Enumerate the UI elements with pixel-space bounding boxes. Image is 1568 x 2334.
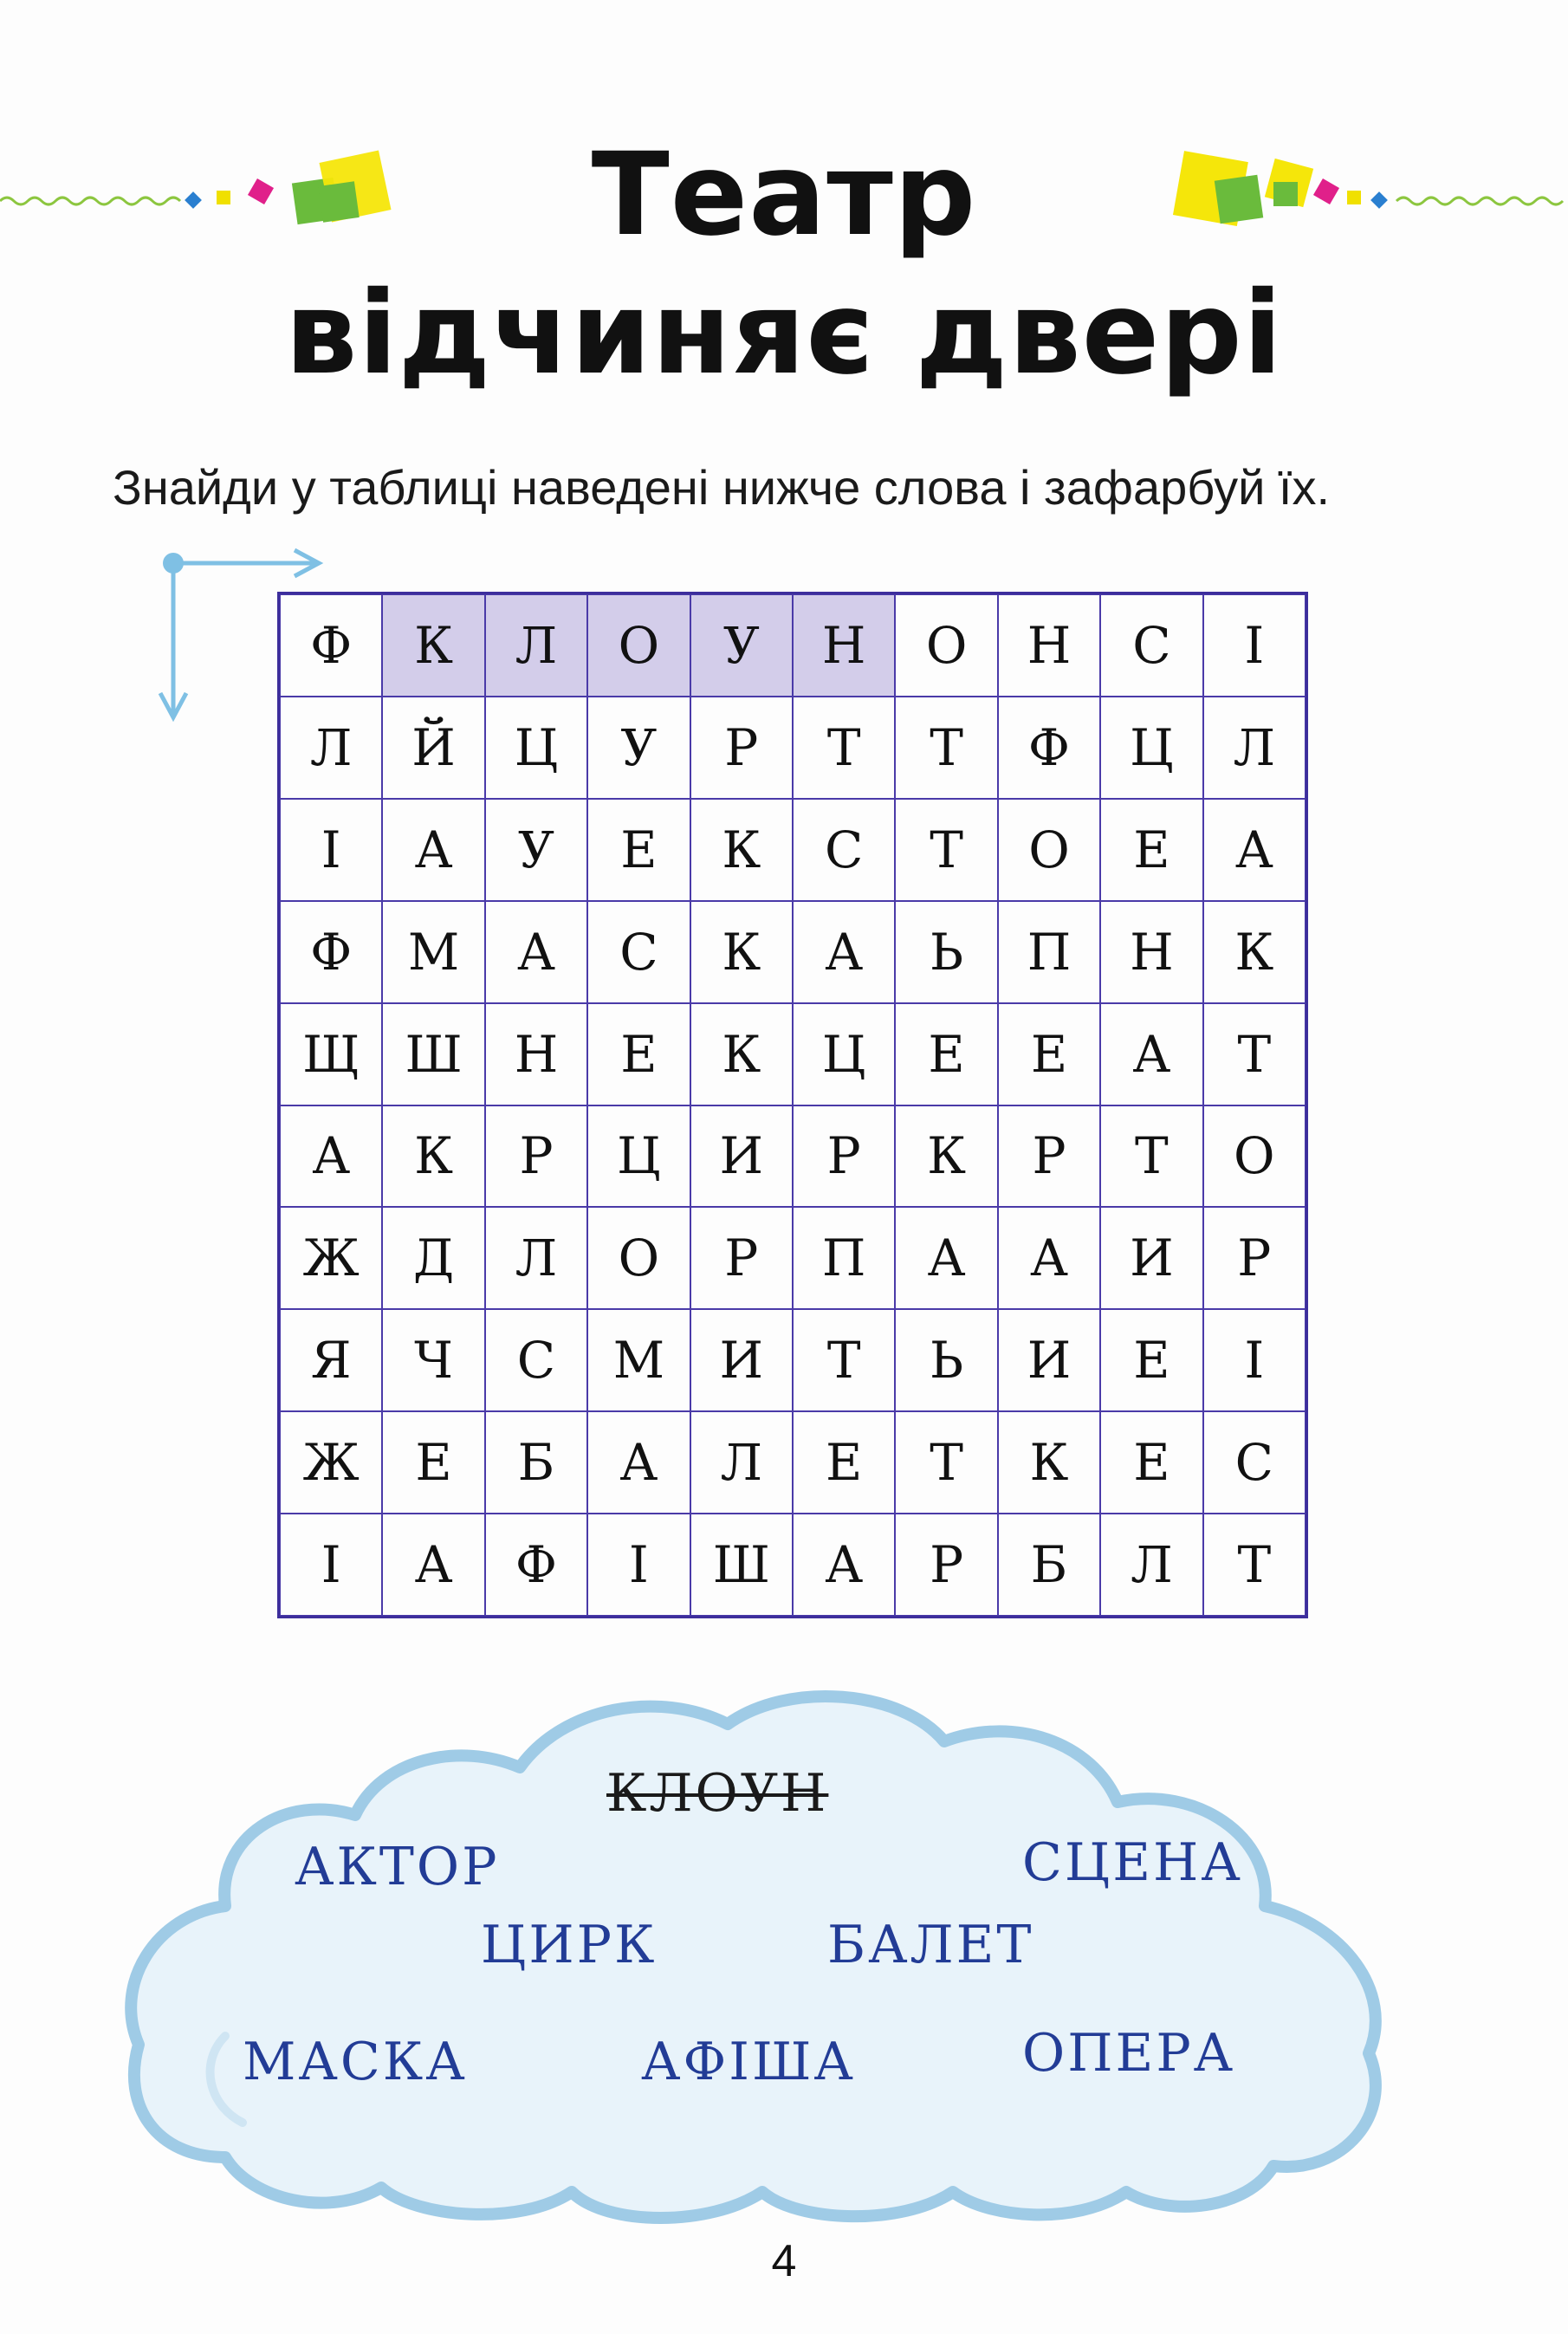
grid-cell[interactable]: Ш — [690, 1514, 793, 1616]
grid-cell[interactable]: Б — [998, 1514, 1100, 1616]
grid-cell[interactable]: Р — [690, 697, 793, 799]
grid-cell[interactable]: Р — [690, 1207, 793, 1309]
grid-cell[interactable]: Е — [895, 1003, 997, 1105]
grid-cell[interactable]: Т — [1203, 1514, 1306, 1616]
grid-cell[interactable]: Р — [1203, 1207, 1306, 1309]
grid-cell[interactable]: Щ — [280, 1003, 382, 1105]
grid-cell[interactable]: Р — [895, 1514, 997, 1616]
word-opera: ОПЕРА — [1022, 2023, 1236, 2084]
grid-cell[interactable]: Е — [587, 1003, 690, 1105]
grid-cell[interactable]: С — [1203, 1411, 1306, 1514]
word-balet: БАЛЕТ — [827, 1915, 1034, 1975]
grid-cell[interactable]: К — [690, 901, 793, 1003]
grid-cell[interactable]: Е — [587, 799, 690, 901]
grid-cell[interactable]: А — [793, 901, 895, 1003]
grid-cell[interactable]: К — [1203, 901, 1306, 1003]
grid-cell[interactable]: Л — [1203, 697, 1306, 799]
grid-cell[interactable]: Л — [485, 594, 587, 697]
grid-cell[interactable]: А — [793, 1514, 895, 1616]
word-cyrk: ЦИРК — [481, 1915, 658, 1975]
grid-cell[interactable]: Ф — [280, 594, 382, 697]
grid-cell[interactable]: Т — [793, 697, 895, 799]
grid-cell[interactable]: Л — [1100, 1514, 1202, 1616]
grid-cell[interactable]: К — [690, 1003, 793, 1105]
grid-cell[interactable]: Е — [793, 1411, 895, 1514]
page-title-line-1: Театр — [591, 128, 977, 262]
grid-cell[interactable]: С — [587, 901, 690, 1003]
grid-cell[interactable]: С — [485, 1309, 587, 1411]
grid-cell[interactable]: К — [382, 1105, 484, 1208]
grid-cell[interactable]: С — [1100, 594, 1202, 697]
grid-cell[interactable]: И — [690, 1309, 793, 1411]
grid-cell[interactable]: О — [895, 594, 997, 697]
word-maska: МАСКА — [243, 2032, 468, 2092]
grid-cell[interactable]: М — [382, 901, 484, 1003]
grid-cell[interactable]: Л — [690, 1411, 793, 1514]
grid-cell[interactable]: С — [793, 799, 895, 901]
grid-cell[interactable]: Н — [793, 594, 895, 697]
grid-cell[interactable]: А — [998, 1207, 1100, 1309]
grid-cell[interactable]: М — [587, 1309, 690, 1411]
grid-cell[interactable]: Ь — [895, 1309, 997, 1411]
grid-cell[interactable]: І — [1203, 594, 1306, 697]
word-klown: КЛОУН — [606, 1763, 829, 1824]
grid-cell[interactable]: А — [382, 1514, 484, 1616]
grid-cell[interactable]: Е — [1100, 1309, 1202, 1411]
grid-cell[interactable]: Р — [793, 1105, 895, 1208]
grid-cell[interactable]: Я — [280, 1309, 382, 1411]
grid-cell[interactable]: Т — [895, 799, 997, 901]
grid-cell[interactable]: Н — [1100, 901, 1202, 1003]
grid-cell[interactable]: О — [587, 594, 690, 697]
grid-cell[interactable]: А — [587, 1411, 690, 1514]
grid-cell[interactable]: П — [793, 1207, 895, 1309]
grid-cell[interactable]: А — [1203, 799, 1306, 901]
grid-cell[interactable]: А — [1100, 1003, 1202, 1105]
grid-cell[interactable]: Е — [1100, 799, 1202, 901]
grid-cell[interactable]: Т — [1100, 1105, 1202, 1208]
grid-cell[interactable]: І — [1203, 1309, 1306, 1411]
grid-cell[interactable]: Ч — [382, 1309, 484, 1411]
grid-cell[interactable]: Й — [382, 697, 484, 799]
grid-cell[interactable]: Б — [485, 1411, 587, 1514]
grid-cell[interactable]: Н — [998, 594, 1100, 697]
word-aktor: АКТОР — [295, 1837, 500, 1897]
grid-cell[interactable]: Ж — [280, 1411, 382, 1514]
grid-cell[interactable]: Т — [1203, 1003, 1306, 1105]
word-afisha: АФІША — [641, 2032, 856, 2092]
grid-cell[interactable]: Ш — [382, 1003, 484, 1105]
grid-cell[interactable]: І — [587, 1514, 690, 1616]
page-number: 4 — [771, 2236, 797, 2286]
grid-cell[interactable]: Ь — [895, 901, 997, 1003]
grid-cell[interactable]: Е — [1100, 1411, 1202, 1514]
grid-cell[interactable]: Л — [485, 1207, 587, 1309]
grid-cell[interactable]: П — [998, 901, 1100, 1003]
grid-cell[interactable]: Е — [382, 1411, 484, 1514]
grid-cell[interactable]: Ц — [587, 1105, 690, 1208]
grid-cell[interactable]: Ф — [485, 1514, 587, 1616]
grid-cell[interactable]: Р — [485, 1105, 587, 1208]
grid-cell[interactable]: Ж — [280, 1207, 382, 1309]
grid-cell[interactable]: И — [690, 1105, 793, 1208]
grid-cell[interactable]: Ц — [485, 697, 587, 799]
grid-cell[interactable]: Ц — [793, 1003, 895, 1105]
grid-cell[interactable]: Т — [895, 697, 997, 799]
grid-cell[interactable]: И — [1100, 1207, 1202, 1309]
grid-cell[interactable]: Ц — [1100, 697, 1202, 799]
grid-cell[interactable]: А — [382, 799, 484, 901]
grid-cell[interactable]: О — [998, 799, 1100, 901]
grid-cell[interactable]: Д — [382, 1207, 484, 1309]
grid-cell[interactable]: А — [895, 1207, 997, 1309]
grid-cell[interactable]: Р — [998, 1105, 1100, 1208]
grid-cell[interactable]: У — [485, 799, 587, 901]
grid-cell[interactable]: У — [587, 697, 690, 799]
grid-cell[interactable]: Л — [280, 697, 382, 799]
grid-cell[interactable]: А — [280, 1105, 382, 1208]
grid-cell[interactable]: І — [280, 1514, 382, 1616]
instruction-text: Знайди у таблиці наведені нижче слова і зафарбуй їх. — [113, 460, 1331, 515]
grid-cell[interactable]: Ф — [280, 901, 382, 1003]
grid-cell[interactable]: У — [690, 594, 793, 697]
grid-cell[interactable]: Т — [895, 1411, 997, 1514]
grid-cell[interactable]: И — [998, 1309, 1100, 1411]
word-scena: СЦЕНА — [1022, 1832, 1243, 1893]
grid-cell[interactable]: К — [998, 1411, 1100, 1514]
page-title-line-2: відчиняє двері — [284, 267, 1284, 400]
grid-cell[interactable]: І — [280, 799, 382, 901]
grid-cell[interactable]: Ф — [998, 697, 1100, 799]
word-list-cloud — [121, 1672, 1403, 2227]
word-search-grid — [277, 592, 1308, 1618]
grid-cell[interactable]: К — [382, 594, 484, 697]
grid-cell[interactable]: К — [895, 1105, 997, 1208]
grid-cell[interactable]: К — [690, 799, 793, 901]
grid-cell[interactable]: О — [587, 1207, 690, 1309]
grid-cell[interactable]: А — [485, 901, 587, 1003]
grid-cell[interactable]: Т — [793, 1309, 895, 1411]
grid-cell[interactable]: О — [1203, 1105, 1306, 1208]
grid-cell[interactable]: Е — [998, 1003, 1100, 1105]
grid-cell[interactable]: Н — [485, 1003, 587, 1105]
